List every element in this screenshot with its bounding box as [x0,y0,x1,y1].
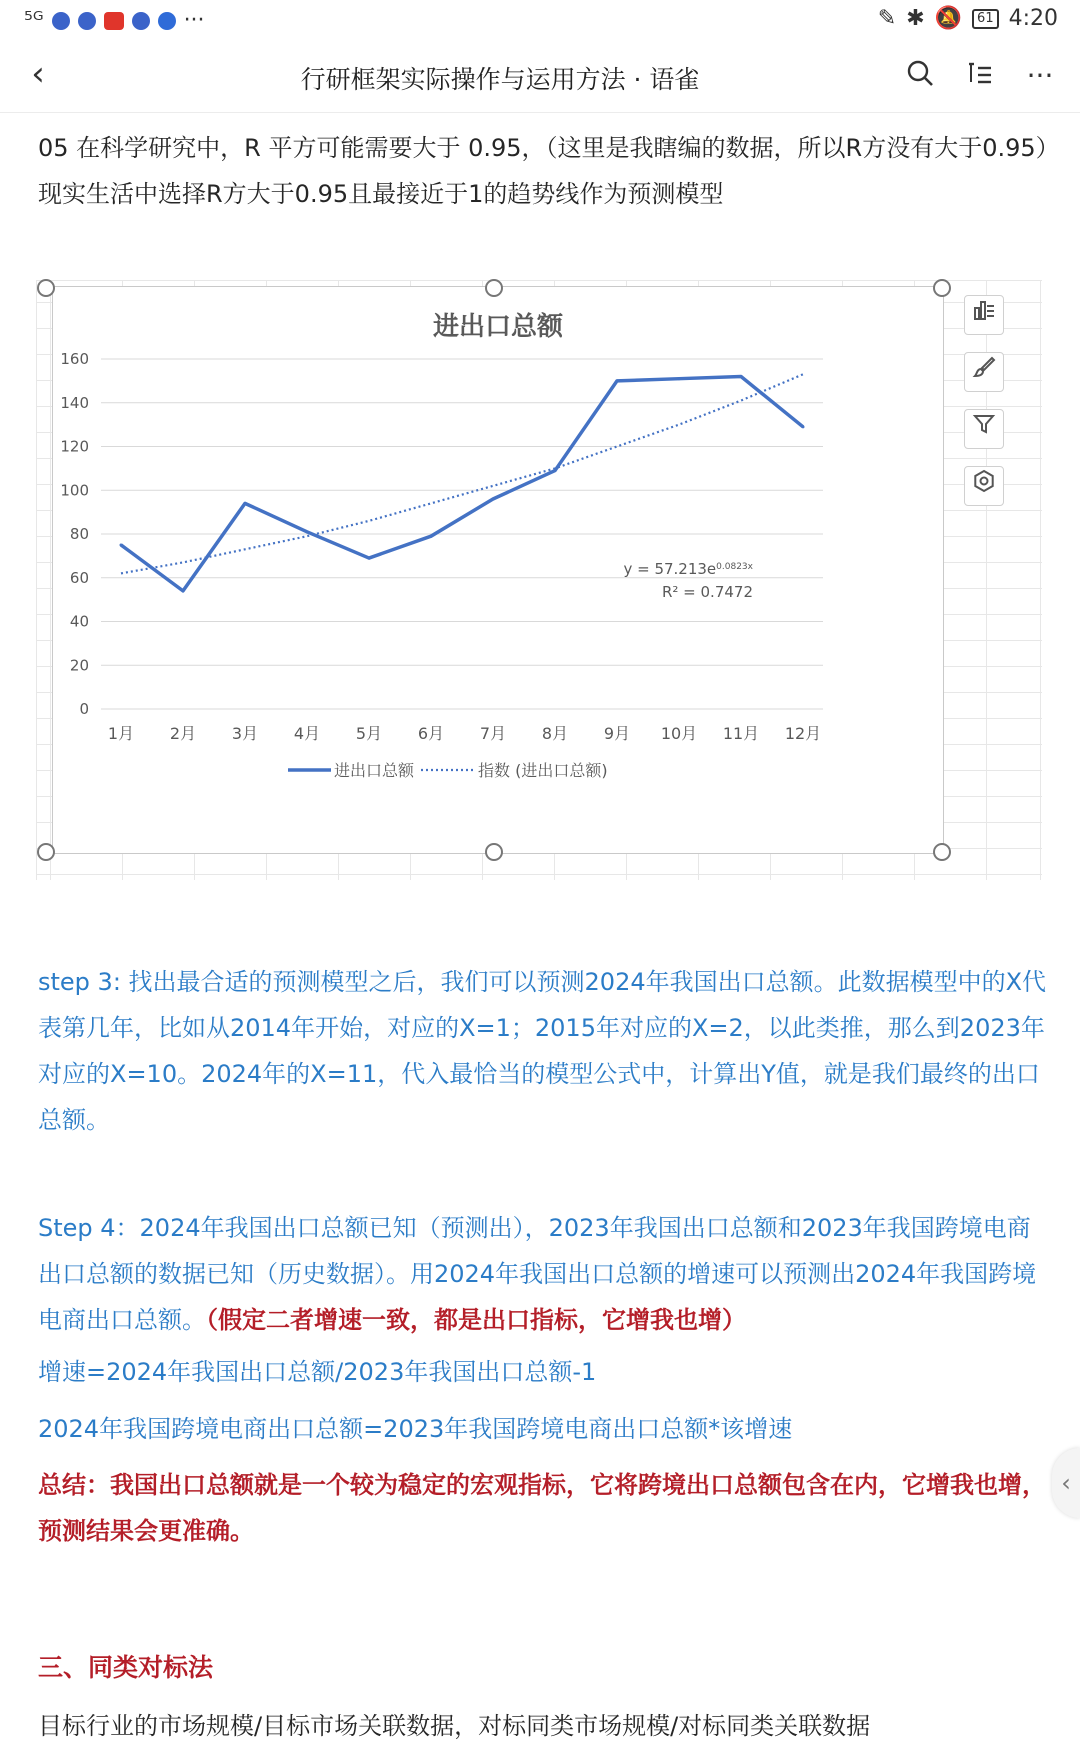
y-tick-label: 120 [60,437,89,456]
chart-svg [53,287,943,853]
data-point [802,425,805,428]
bluetooth-icon: ✱ [906,6,925,31]
summary-text: 总结：我国出口总额就是一个较为稳定的宏观指标，它将跨境出口总额包含在内，它增我也增，预测结果会更准确。 [38,1471,1046,1545]
pen-icon: ✎ [877,6,897,31]
x-tick-label: 3月 [231,724,259,743]
data-point [244,502,247,505]
data-point [368,557,371,560]
chart-toolbar [964,295,1004,523]
trendline-series [121,374,803,573]
y-tick-label: 100 [60,481,89,500]
app-notification-icon [52,12,70,30]
section-heading: 三、同类对标法 [38,1653,214,1682]
resize-handle[interactable] [37,279,55,297]
chart-settings-icon[interactable] [964,466,1004,506]
x-tick-label: 2月 [169,724,197,743]
data-point [492,498,495,501]
resize-handle[interactable] [485,843,503,861]
data-point [616,379,619,382]
x-tick-label: 5月 [355,724,383,743]
chart-legend [288,761,608,780]
battery-icon: 61 [972,9,999,29]
y-tick-label: 20 [69,656,89,675]
chart-elements-icon[interactable] [964,295,1004,335]
app-notification-icon [78,12,96,30]
y-tick-label: 80 [69,525,89,543]
y-tick-label: 160 [60,350,89,368]
y-tick-label: 60 [69,568,89,587]
legend-trend-label: 指数 (进出口总额) [478,761,608,780]
app-notification-icon [158,12,176,30]
back-icon[interactable]: ‹ [31,54,45,94]
paragraph-r-squared: 05 在科学研究中，R 平方可能需要大于 0.95，（这里是我瞎编的数据，所以R方没有大于0.95）现实生活中选择R方大于0.95且最接近于1的趋势线作为预测模型 [38,134,1048,208]
y-tick-label: 0 [79,700,89,718]
step4-note: （假定二者增速一致，都是出口指标，它增我也增） [206,1306,746,1334]
formula-prediction: 2024年我国跨境电商出口总额=2023年我国跨境电商出口总额*该增速 [38,1415,793,1443]
status-right [878,6,1058,31]
signal-icon: ⁵ᴳ [24,8,44,33]
paragraph-cut-off: 目标行业的市场规模/目标市场关联数据，对标同类市场规模/对标同类关联数据 [38,1712,871,1740]
paragraph-step3: step 3: 找出最合适的预测模型之后，我们可以预测2024年我国出口总额。此数据模型中的X代表第几年，比如从2014年开始，对应的X=1；2015年对应的X=2，以此类推，那么到2023年对应的X=10。2024年的X=11，代入最恰当的模型公式中，计算出Y值，就是我们最终的出口总额。 [38,968,1047,1134]
x-tick-label: 9月 [603,724,631,743]
x-tick-label: 4月 [293,724,321,743]
resize-handle[interactable] [485,279,503,297]
x-tick-label: 1月 [107,724,135,743]
more-icon[interactable]: ··· [1026,59,1054,92]
resize-handle[interactable] [37,843,55,861]
x-tick-label: 6月 [417,724,445,743]
data-point [740,375,743,378]
chart-title: 进出口总额 [432,312,564,341]
status-left [24,8,205,33]
clock: 4:20 [1008,6,1058,31]
chart-frame[interactable] [52,286,944,854]
header-actions [902,58,1058,94]
data-point [306,530,309,533]
status-bar [0,0,1080,40]
data-point [678,377,681,380]
chart-embed[interactable] [36,280,1042,880]
formula-growth: 增速=2024年我国出口总额/2023年我国出口总额-1 [38,1358,597,1386]
app-notification-icon [104,12,124,30]
outline-icon[interactable] [962,58,998,94]
app-header [0,40,1080,113]
data-point [182,589,185,592]
line-series [121,377,803,591]
x-tick-label: 7月 [479,724,507,743]
more-notifications-icon: ··· [183,8,205,33]
trend-equation: $y = 57.213e^{0.0823x}$ [623,560,753,578]
y-tick-label: 140 [60,393,89,412]
search-icon[interactable] [902,58,938,94]
paragraph-step4 [38,1205,1048,1343]
chart-filter-icon[interactable] [964,409,1004,449]
x-tick-label: 12月 [784,724,822,743]
app-notification-icon [132,12,150,30]
x-tick-label: 8月 [541,724,569,743]
resize-handle[interactable] [933,279,951,297]
x-tick-label: 10月 [660,724,698,743]
trend-r-squared: R² = 0.7472 [661,583,753,601]
x-tick-label: 11月 [722,724,760,743]
chart-style-brush-icon[interactable] [964,352,1004,392]
mute-icon: 🔕 [934,6,963,31]
data-point [554,469,557,472]
y-tick-label: 40 [69,612,89,631]
page-title: 行研框架实际操作与运用方法 · 语雀 [300,65,700,94]
resize-handle[interactable] [933,843,951,861]
step4-text: Step 4：2024年我国出口总额已知（预测出），2023年我国出口总额和2023年我国跨境电商出口总额的数据已知（历史数据）。用2024年我国出口总额的增速可以预测出2024年我国跨境电商出口总额。 [38,1214,1037,1334]
legend-series-label: 进出口总额 [334,761,415,780]
data-point [120,543,123,546]
data-point [430,535,433,538]
side-drawer-handle[interactable]: ‹ [1052,1448,1080,1518]
